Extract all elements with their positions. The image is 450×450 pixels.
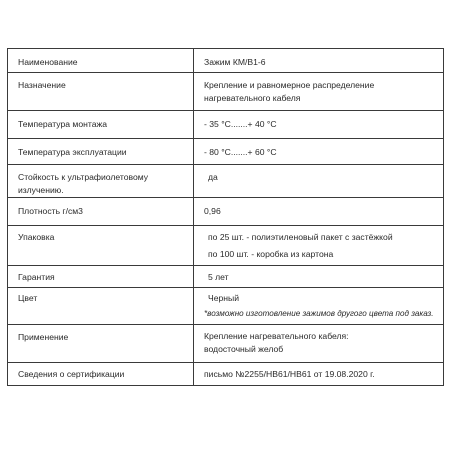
value-text: Зажим КМ/В1-6: [204, 57, 266, 67]
key-text: Упаковка: [18, 232, 55, 242]
value-text: Черный: [208, 293, 240, 303]
key-text: Сведения о сертификации: [18, 369, 125, 379]
table-row: [8, 49, 444, 73]
row-value: [194, 325, 444, 363]
value-text: 0,96: [204, 206, 221, 216]
spec-table: [7, 48, 444, 386]
key-text: Гарантия: [18, 272, 55, 282]
row-key: [8, 111, 194, 139]
row-value: [194, 139, 444, 165]
value-text: - 80 °С.......+ 60 °С: [204, 147, 277, 157]
key-text: Применение: [18, 332, 69, 342]
row-key: [8, 226, 194, 266]
table-row: [8, 73, 444, 111]
packaging-line: по 100 шт. - коробка из картона: [208, 249, 334, 259]
table-row: [8, 288, 444, 325]
table-row: [8, 198, 444, 226]
row-key: [8, 49, 194, 73]
packaging-line: по 25 шт. - полиэтиленовый пакет с застёжкой: [208, 232, 393, 242]
key-text: Температура монтажа: [18, 119, 108, 129]
row-value: [194, 165, 444, 198]
row-key: [8, 139, 194, 165]
row-value: [194, 288, 444, 325]
key-text: Плотность г/см3: [18, 206, 83, 216]
row-key: [8, 325, 194, 363]
row-value: [194, 198, 444, 226]
key-text: Цвет: [18, 293, 38, 303]
key-text: Наименование: [18, 57, 78, 67]
application-line: Крепление нагревательного кабеля:: [204, 331, 349, 341]
row-key: [8, 198, 194, 226]
application-line: водосточный желоб: [204, 344, 284, 354]
row-value: [194, 363, 444, 386]
key-text: Стойкость к ультрафиолетовому излучению.: [18, 172, 149, 195]
key-text: Назначение: [18, 80, 66, 90]
table-row: [8, 325, 444, 363]
table-row: [8, 139, 444, 165]
table-row: [8, 165, 444, 198]
color-note: *возможно изготовление зажимов другого цвета под заказ.: [204, 309, 434, 318]
table-row: [8, 226, 444, 266]
value-text: письмо №2255/НВ61/НВ61 от 19.08.2020 г.: [204, 369, 375, 379]
table-row: [8, 111, 444, 139]
row-value: [194, 266, 444, 288]
key-text: Температура эксплуатации: [18, 147, 127, 157]
value-text: Крепление и равномерное распределение нагревательного кабеля: [204, 80, 375, 103]
row-key: [8, 165, 194, 198]
row-key: [8, 363, 194, 386]
table-row: [8, 266, 444, 288]
value-text: - 35 °С.......+ 40 °С: [204, 119, 277, 129]
value-text: да: [208, 172, 218, 182]
row-value: [194, 49, 444, 73]
row-key: [8, 73, 194, 111]
table-row: [8, 363, 444, 386]
row-key: [8, 266, 194, 288]
row-value: [194, 73, 444, 111]
row-key: [8, 288, 194, 325]
row-value: [194, 111, 444, 139]
row-value: [194, 226, 444, 266]
value-text: 5 лет: [208, 272, 229, 282]
